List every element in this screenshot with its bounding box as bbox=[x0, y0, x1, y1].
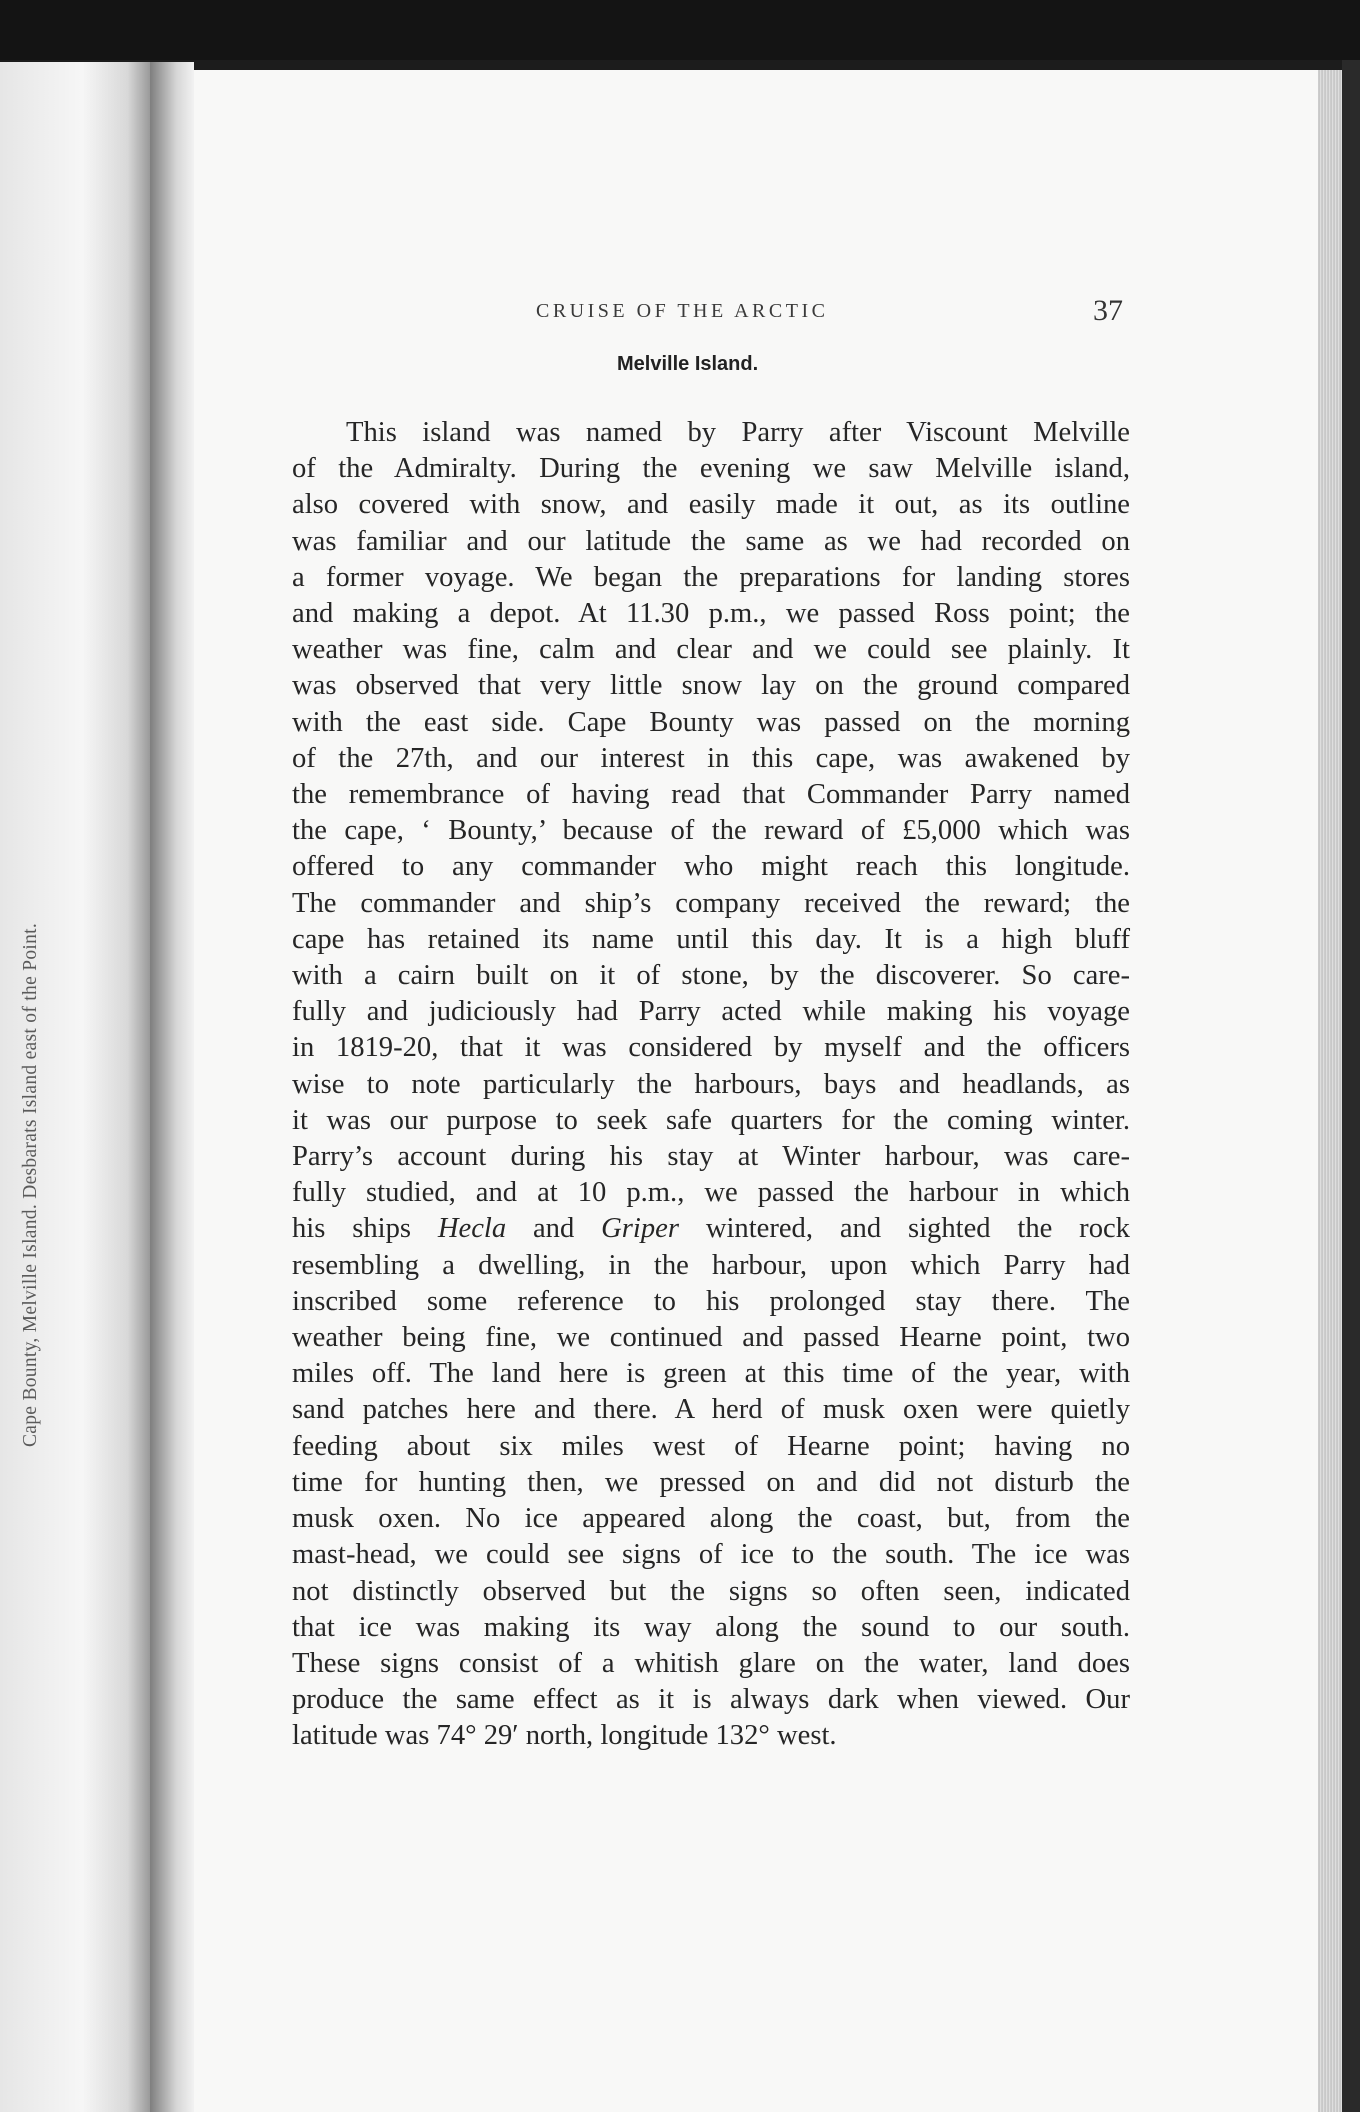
text-line: the cape, ‘ Bounty,’ because of the reward of £5,000 which was bbox=[292, 815, 1130, 847]
ship-name-hecla: Hecla bbox=[437, 1213, 507, 1245]
text-line: also covered with snow, and easily made it out, as its outline bbox=[292, 489, 1130, 521]
text-line: feeding about six miles west of Hearne point; having no bbox=[292, 1430, 1130, 1462]
running-head: CRUISE OF THE ARCTIC bbox=[536, 300, 829, 322]
page-number: 37 bbox=[1093, 294, 1123, 327]
text-line: the remembrance of having read that Commander Parry named bbox=[292, 779, 1130, 811]
text-line: latitude was 74° 29′ north, longitude 132° west. bbox=[292, 1720, 837, 1752]
text-line: not distinctly observed but the signs so often seen, indicated bbox=[292, 1575, 1130, 1607]
text-line: fully and judiciously had Parry acted while making his voyage bbox=[292, 996, 1130, 1028]
facing-page bbox=[0, 62, 150, 2112]
ship-name-griper: Griper bbox=[601, 1213, 679, 1245]
text-line: with the east side. Cape Bounty was passed on the morning bbox=[292, 706, 1130, 738]
text-line: inscribed some reference to his prolonged stay there. The bbox=[292, 1285, 1130, 1317]
text-line: produce the same effect as it is always dark when viewed. Our bbox=[292, 1684, 1130, 1716]
text-line: cape has retained its name until this day. It is a high bluff bbox=[292, 923, 1130, 955]
page-edges bbox=[1318, 70, 1342, 2112]
text-line: of the Admiralty. During the evening we saw Melville island, bbox=[292, 453, 1130, 485]
text-fragment: wintered, and sighted the rock bbox=[705, 1213, 1130, 1245]
text-line: miles off. The land here is green at this time of the year, with bbox=[292, 1358, 1130, 1390]
section-title: Melville Island. bbox=[617, 353, 759, 375]
text-line: of the 27th, and our interest in this cape, was awakened by bbox=[292, 742, 1130, 774]
text-fragment: and bbox=[532, 1213, 575, 1245]
text-line: sand patches here and there. A herd of musk oxen were quietly bbox=[292, 1394, 1130, 1426]
text-line: resembling a dwelling, in the harbour, upon which Parry had bbox=[292, 1249, 1130, 1281]
text-line: was familiar and our latitude the same as we had recorded on bbox=[292, 525, 1130, 557]
text-line: weather being fine, we continued and passed Hearne point, two bbox=[292, 1322, 1130, 1354]
scan-background-top bbox=[0, 0, 1360, 60]
text-line: The commander and ship’s company received the reward; the bbox=[292, 887, 1130, 919]
text-line: This island was named by Parry after Viscount Melville bbox=[346, 417, 1130, 448]
text-line: and making a depot. At 11.30 p.m., we passed Ross point; the bbox=[292, 598, 1130, 630]
text-line: musk oxen. No ice appeared along the coast, but, from the bbox=[292, 1503, 1130, 1535]
text-line: wise to note particularly the harbours, bays and headlands, as bbox=[292, 1068, 1130, 1100]
text-line: time for hunting then, we pressed on and did not disturb the bbox=[292, 1466, 1130, 1498]
book-gutter bbox=[150, 62, 194, 2112]
text-line: a former voyage. We began the preparations for landing stores bbox=[292, 561, 1130, 593]
text-line: that ice was making its way along the sound to our south. bbox=[292, 1611, 1130, 1643]
text-fragment: his ships bbox=[292, 1213, 412, 1245]
text-line: Parry’s account during his stay at Winter harbour, was care- bbox=[292, 1141, 1130, 1173]
plate-caption: Cape Bounty, Melville Island. Desbarats Island east of the Point. bbox=[20, 922, 41, 1447]
text-line: fully studied, and at 10 p.m., we passed the harbour in which bbox=[292, 1177, 1130, 1209]
text-line: it was our purpose to seek safe quarters for the coming winter. bbox=[292, 1104, 1130, 1136]
text-line-ship-names bbox=[292, 1211, 1130, 1247]
body-text bbox=[292, 415, 1130, 1755]
text-line: mast-head, we could see signs of ice to the south. The ice was bbox=[292, 1539, 1130, 1571]
text-line: was observed that very little snow lay on the ground compared bbox=[292, 670, 1130, 702]
text-line: with a cairn built on it of stone, by the discoverer. So care- bbox=[292, 960, 1130, 992]
text-line: weather was fine, calm and clear and we could see plainly. It bbox=[292, 634, 1130, 666]
text-line: These signs consist of a whitish glare on the water, land does bbox=[292, 1647, 1130, 1679]
text-line: in 1819-20, that it was considered by myself and the officers bbox=[292, 1032, 1130, 1064]
text-line: offered to any commander who might reach this longitude. bbox=[292, 851, 1130, 883]
scan-background-right bbox=[1342, 60, 1360, 2112]
